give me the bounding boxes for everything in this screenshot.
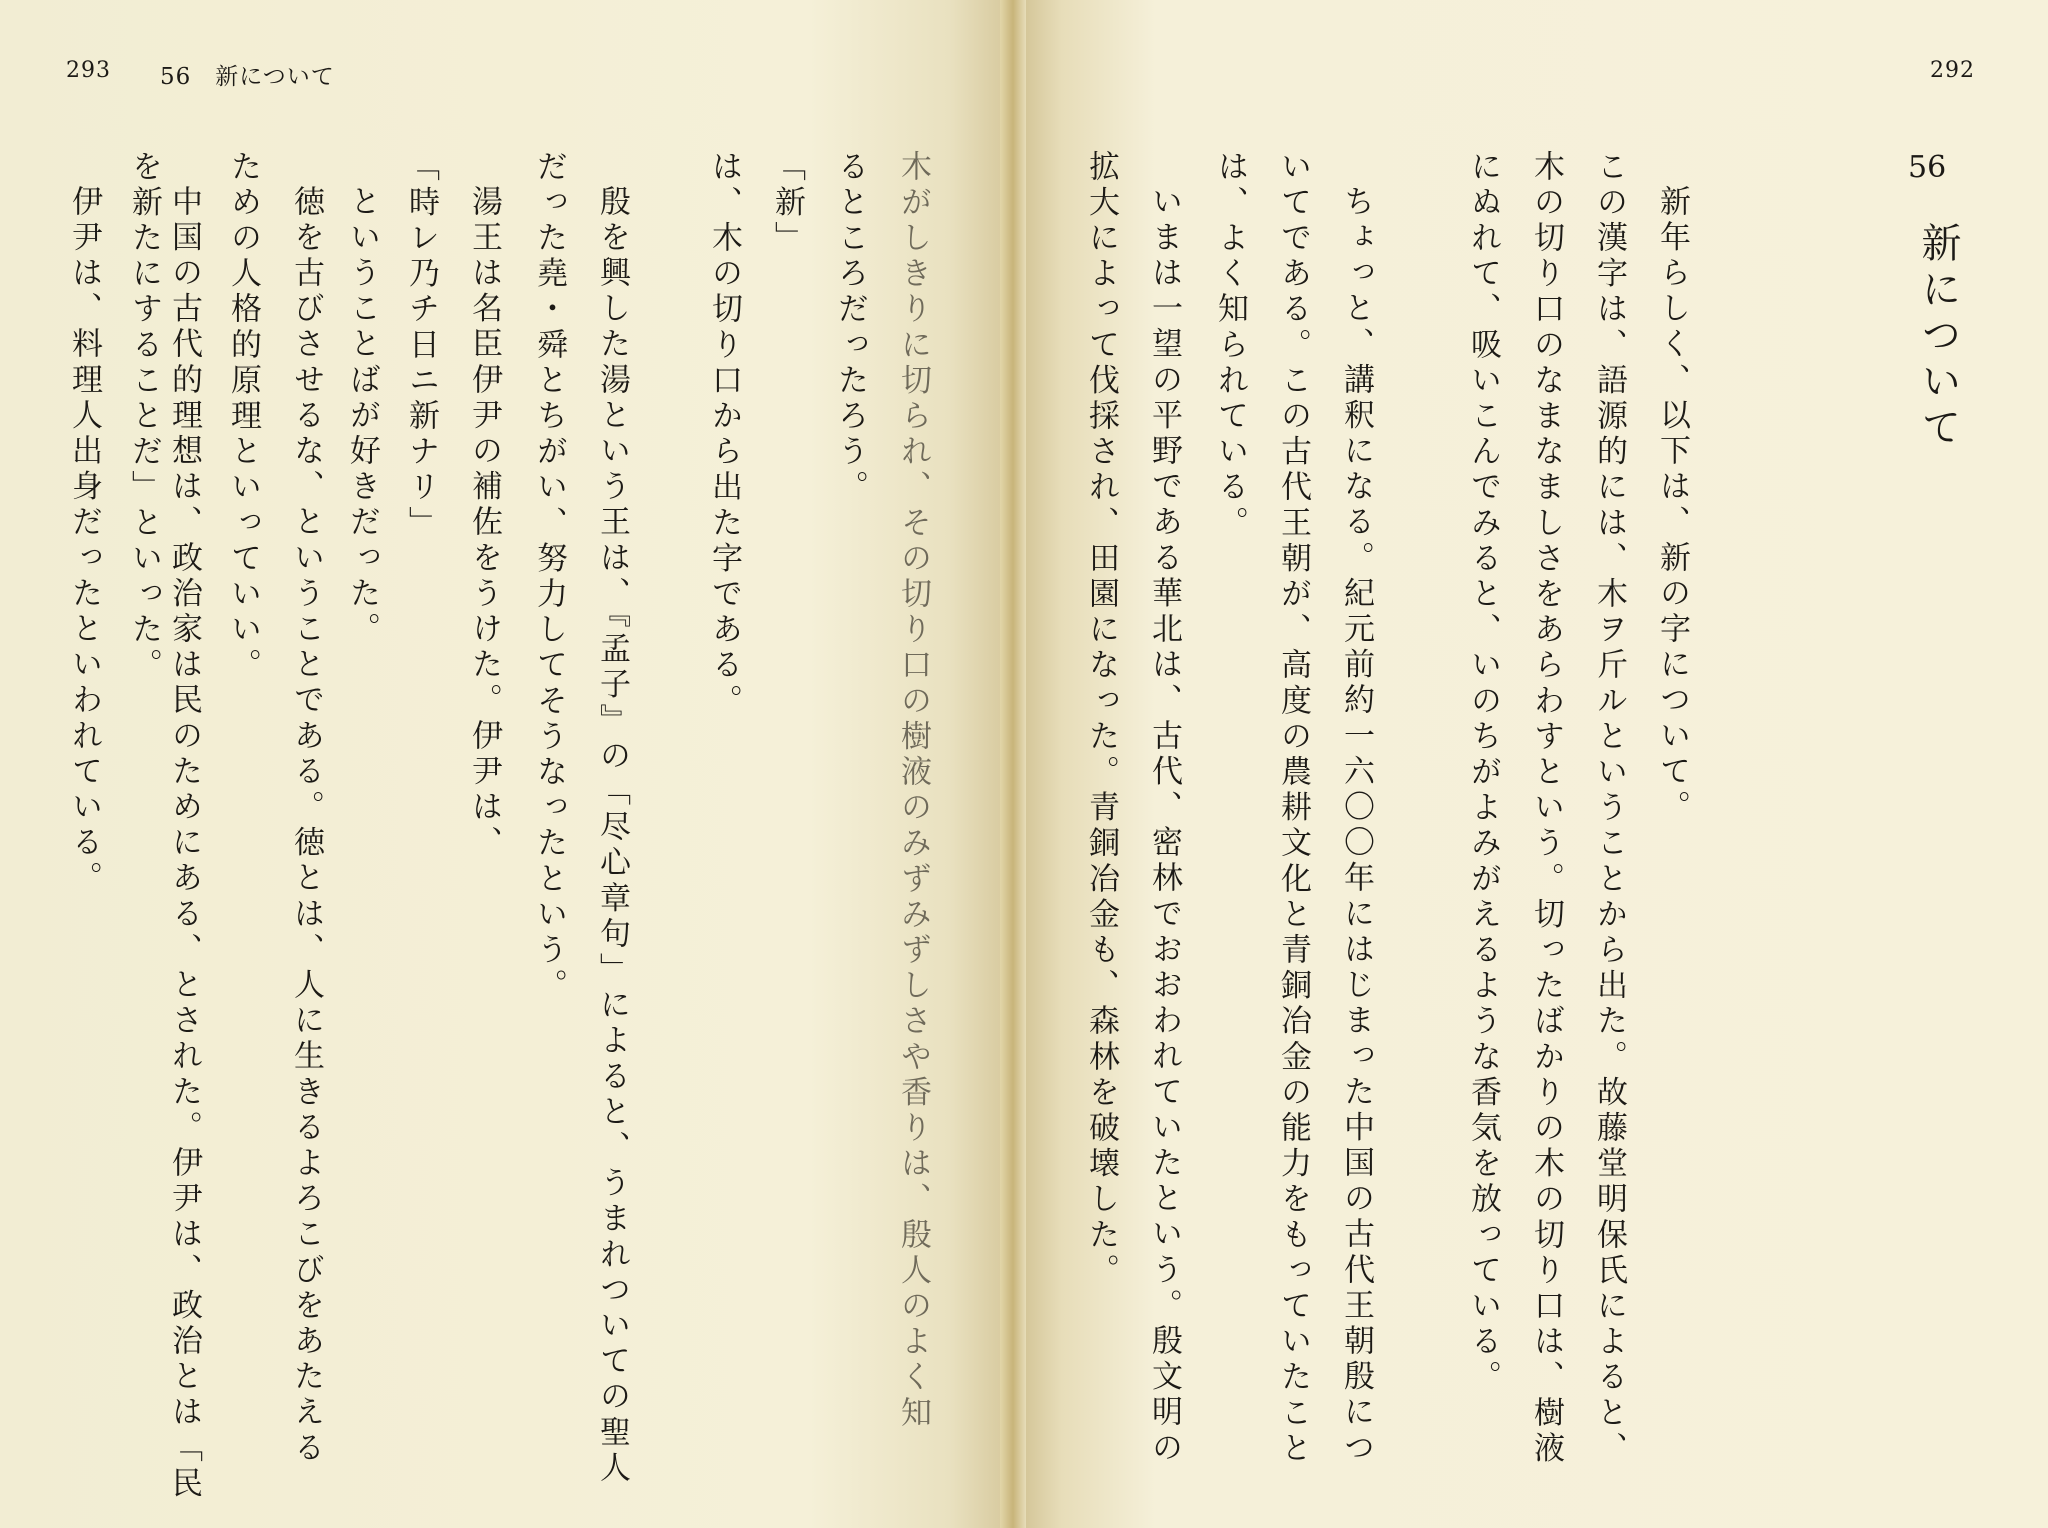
text-column: ということばが好きだった。 — [344, 185, 380, 648]
text-column: 徳を古びさせるな、ということである。徳とは、人に生きるよろこびをあたえる — [288, 185, 324, 1467]
text-column: 木がしきりに切られ、その切り口の樹液のみずみずしさや香りは、殷人のよく知 — [895, 150, 931, 1432]
text-column: 殷を興した湯という王は、『孟子』の「尽心章句」によると、うまれついての聖人 — [594, 185, 630, 1487]
right-page-number: 292 — [1930, 58, 1975, 83]
text-column: は、木の切り口から出た字である。 — [706, 150, 742, 720]
running-head: 56 新について — [160, 64, 335, 90]
text-column: 「新」 — [769, 150, 805, 257]
chapter-number: 56 — [1908, 150, 1947, 185]
text-column: 伊尹は、料理人出身だったといわれている。 — [66, 185, 102, 897]
text-column: 湯王は名臣伊尹の補佐をうけた。伊尹は、 — [466, 185, 502, 862]
text-column: この漢字は、語源的には、木ヲ斤ルということから出た。故藤堂明保氏によると、 — [1591, 150, 1627, 1468]
text-column: ための人格的原理といっていい。 — [225, 150, 261, 684]
text-column: にぬれて、吸いこんでみると、いのちがよみがえるような香気を放っている。 — [1465, 150, 1501, 1396]
text-column: 木の切り口のなまなましさをあらわすという。切ったばかりの木の切り口は、樹液 — [1528, 150, 1564, 1468]
book-gutter — [1000, 0, 1026, 1528]
text-column: いてである。この古代王朝が、高度の農耕文化と青銅冶金の能力をもっていたこと — [1275, 150, 1311, 1468]
text-column: だった堯・舜とちがい、努力してそうなったという。 — [531, 150, 567, 1005]
left-page-number: 293 — [66, 58, 111, 83]
text-column: を新たにすることだ」といった。 — [126, 150, 162, 684]
text-column: るところだったろう。 — [832, 150, 868, 506]
text-column: は、よく知られている。 — [1212, 150, 1248, 542]
text-column: いまは一望の平野である華北は、古代、密林でおおわれていたという。殷文明の — [1146, 185, 1182, 1467]
text-column: 中国の古代的理想は、政治家は民のためにある、とされた。伊尹は、政治とは「民 — [166, 185, 202, 1503]
text-column: 新年らしく、以下は、新の字について。 — [1654, 185, 1690, 826]
text-column: 拡大によって伐採され、田園になった。青銅冶金も、森林を破壊した。 — [1083, 150, 1119, 1290]
text-column: ちょっと、講釈になる。紀元前約一六〇〇年にはじまった中国の古代王朝殷につ — [1338, 185, 1374, 1467]
text-column: 「時レ乃チ日ニ新ナリ」 — [403, 150, 439, 542]
chapter-title: 新について — [1915, 222, 1961, 452]
